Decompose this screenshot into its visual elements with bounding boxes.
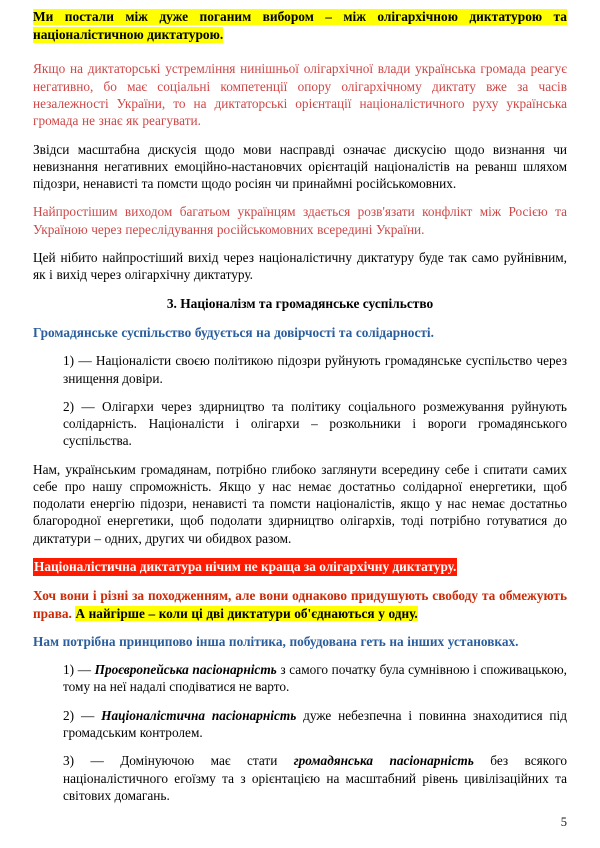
list-item-civic-passionarity bbox=[33, 752, 567, 804]
yellow-highlight-text: Ми постали між дуже поганим вибором – між олігархічною диктатурою та націоналістичною диктатурою. bbox=[33, 9, 567, 43]
list-text-1: з самого початку була сумнівною і споживацькою, тому на неї надалі сподіватися не варто. bbox=[63, 662, 567, 695]
term-civic-passionarity: громадянська пасіонарність bbox=[293, 753, 474, 769]
list-number-3: 3) — bbox=[63, 753, 121, 769]
list-item-nationalist-passionarity bbox=[33, 707, 567, 742]
list-number-2: 2) — bbox=[63, 707, 102, 723]
paragraph-red-simplest-way-out: Найпростішим виходом багатьом українцям здається розв'язати конфлікт між Росією та Україною через переслідування російськомовних всередині України. bbox=[33, 204, 567, 237]
list-text-3-pre: Домінуючою має стати bbox=[120, 753, 294, 769]
paragraph-language-discussion: Звідси масштабна дискусія щодо мови насправді означає дискусію щодо визнання чи невизнання негативних емоційно-настановчих орієнтацій націоналістів на реванш шляхом підозри, ненависті та помсти щодо росіян чи принаймні російськомовних. bbox=[33, 141, 567, 192]
red-highlight-text: Націоналістична диктатура нічим не краща за олігархічну диктатуру. bbox=[34, 559, 457, 575]
paragraph-red-dictatorship-reaction: Якщо на диктаторські устремління нинішньої олігархічної влади українська громада реагує негативно, бо має соціальні компетенції опору олігархічному диктату вже за часів незалежності України, то на диктаторські орієнтації націоналістичного руху українська громада не знає як реагувати. bbox=[33, 61, 567, 129]
section-heading-3: 3. Націоналізм та громадянське суспільство bbox=[166, 295, 434, 311]
term-nationalist-passionarity: Націоналістична пасіонарність bbox=[101, 707, 297, 723]
list-text-3: без всякого націоналістичного егоїзму та з орієнтацією на масштабний рівень цивілізаційних та світових домагань. bbox=[63, 753, 567, 803]
red-bold-segment: Хоч вони і різні за походженням, але вони однаково придушують свободу та обмежують права. bbox=[33, 588, 567, 621]
red-banner-paragraph bbox=[33, 558, 567, 575]
term-proeuropean-passionarity: Проєвропейська пасіонарність bbox=[94, 662, 277, 678]
list-item-proeuropean-passionarity bbox=[33, 661, 567, 696]
paragraph-self-reflection: Нам, українським громадянам, потрібно глибоко заглянути всередину себе і спитати самих себе про нашу спроможність. Якщо у нас немає достатньо солідарної енергетики, щоб подолати енергію підозри, ненависті та помсти націоналістів, якщо у нас немає достатньо благородної енергетики, щоб подолати здирництво олігархів, тоді потрібно готуватися до диктатури – одних, других чи обидвох разом. bbox=[33, 461, 567, 546]
intro-highlighted-paragraph bbox=[33, 8, 567, 44]
paragraph-mixed-red-yellow bbox=[33, 587, 567, 622]
paragraph-destructive-exit: Цей нібито найпростіший вихід через націоналістичну диктатуру буде так само руйнівним, як і вихід через олігархічну диктатуру. bbox=[33, 249, 567, 283]
blue-lead-different-policy: Нам потрібна принципово інша політика, побудована геть на інших установках. bbox=[33, 633, 519, 649]
list-item-nationalists-destroy-trust: 1) — Націоналісти своєю політикою підозри руйнують громадянське суспільство через знищення довіри. bbox=[63, 353, 567, 386]
yellow-highlight-worst-case: А найгірше – коли ці дві диктатури об'єднаються у одну. bbox=[75, 605, 418, 621]
list-item-oligarchs-destroy-solidarity: 2) — Олігархи через здирництво та політику соціального розмежування руйнують солідарність. Націоналісти і олігархи – розкольники і вороги громадянського суспільства. bbox=[63, 398, 567, 449]
page-number: 5 bbox=[560, 815, 567, 829]
list-number-1: 1) — bbox=[63, 662, 95, 678]
blue-lead-civil-society: Громадянське суспільство будується на довірчості та солідарності. bbox=[33, 324, 434, 340]
list-text-2: дуже небезпечна і повинна знаходитися під громадським контролем. bbox=[63, 707, 567, 741]
